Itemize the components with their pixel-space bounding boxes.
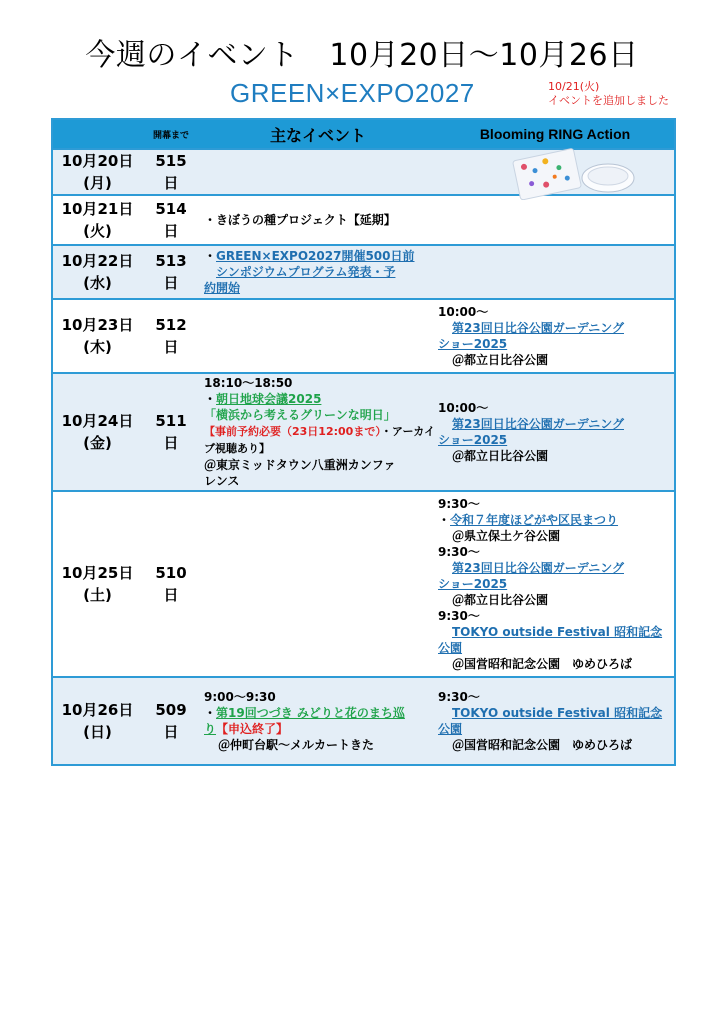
row-days-left: 512 日 (142, 299, 200, 373)
asahi-forum-subtitle: 「横浜から考えるグリーンな明日」 (204, 408, 396, 422)
header-date (52, 119, 142, 149)
row-main-event (200, 491, 436, 677)
row-main-event (200, 299, 436, 373)
hibiya-garden-link[interactable]: 第23回日比谷公園ガーデニング (452, 417, 624, 431)
table-row (52, 677, 675, 765)
weekly-event-table (51, 118, 676, 766)
symposium-link[interactable]: GREEN×EXPO2027開催500日前 (216, 249, 415, 263)
row-date: 10月25日 (土) (52, 491, 142, 677)
reservation-note: 【事前予約必要（23日12:00まで） (204, 425, 381, 438)
table-row (52, 491, 675, 677)
hibiya-garden-link-cont[interactable]: ショー2025 (438, 433, 508, 447)
row-date: 10月22日 (水) (52, 245, 142, 299)
hibiya-garden-link-cont[interactable]: ショー2025 (438, 577, 508, 591)
row-ring-event: 9:30～ ・令和７年度ほどがや区民まつり ＠県立保土ケ谷公園 9:30～ 第23回日比谷公園ガーデニング ショー2025 ＠都立日比谷公園 9:30～ TOKYO outside Festival 昭和記念 公園 ＠国営昭和記念公園 ゆめひろば (436, 491, 675, 677)
tokyo-outside-festival-link-cont[interactable]: 公園 (438, 722, 463, 736)
row-days-left: 509 日 (142, 677, 200, 765)
row-ring-event: 10:00～ 第23回日比谷公園ガーデニング ショー2025 ＠都立日比谷公園 (436, 373, 675, 491)
row-main-event (200, 195, 436, 245)
table-row (52, 299, 675, 373)
hibiya-garden-link[interactable]: 第23回日比谷公園ガーデニング (452, 321, 624, 335)
kibou-seed-event: ・きぼうの種プロジェクト【延期】 (204, 213, 396, 227)
notice-text: イベントを追加しました (548, 94, 669, 107)
update-notice (548, 80, 669, 108)
symposium-link-cont2[interactable]: 約開始 (204, 281, 241, 295)
expo-subtitle: GREEN×EXPO2027 (230, 78, 475, 108)
tokyo-outside-festival-link[interactable]: TOKYO outside Festival 昭和記念 (452, 625, 663, 639)
row-ring-event: 9:30～ TOKYO outside Festival 昭和記念 公園 ＠国営昭和記念公園 ゆめひろば (436, 677, 675, 765)
row-date: 10月20日 (月) (52, 149, 142, 195)
hibiya-garden-link-cont[interactable]: ショー2025 (438, 337, 508, 351)
row-main-event: 9:00～9:30 ・第19回つづき みどりと花のまち巡 り【申込終了】 ＠仲町台駅～メルカートきた (200, 677, 436, 765)
row-days-left: 513 日 (142, 245, 200, 299)
row-main-event: 18:10～18:50 ・朝日地球会議2025 「横浜から考えるグリーンな明日」 【事前予約必要（23日12:00まで）・アーカイブ視聴あり】 ＠東京ミッドタウン八重洲カンファ レンス (200, 373, 436, 491)
table-row (52, 195, 675, 245)
hibiya-garden-link[interactable]: 第23回日比谷公園ガーデニング (452, 561, 624, 575)
notice-date: 10/21(火) (548, 80, 600, 93)
page-title: 今週のイベント 10月20日～10月26日 (85, 38, 639, 73)
table-header-row (52, 119, 675, 149)
row-main-event: ・GREEN×EXPO2027開催500日前 シンポジウムプログラム発表・予 約開始 (200, 245, 436, 299)
row-days-left: 511 日 (142, 373, 200, 491)
tokyo-outside-festival-link-cont[interactable]: 公園 (438, 641, 463, 655)
tsuzuki-flower-walk-link-cont[interactable]: り (204, 722, 217, 736)
row-days-left: 514 日 (142, 195, 200, 245)
application-closed: 【申込終了】 (216, 722, 289, 736)
row-ring-event (436, 245, 675, 299)
seed-packet-image (508, 148, 638, 200)
symposium-link-cont[interactable]: シンポジウムプログラム発表・予 (216, 265, 396, 279)
row-date: 10月26日 (日) (52, 677, 142, 765)
row-date: 10月24日 (金) (52, 373, 142, 491)
header-until-opening: 開幕まで (142, 119, 200, 149)
asahi-forum-link[interactable]: 朝日地球会議2025 (216, 392, 322, 406)
row-date: 10月21日 (火) (52, 195, 142, 245)
header-blooming-ring: Blooming RING Action (436, 119, 675, 149)
row-main-event (200, 149, 436, 195)
header-main-events: 主なイベント (200, 119, 436, 149)
row-days-left: 510 日 (142, 491, 200, 677)
table-row (52, 373, 675, 491)
table-row (52, 245, 675, 299)
tsuzuki-flower-walk-link[interactable]: 第19回つづき みどりと花のまち巡 (216, 706, 405, 720)
tokyo-outside-festival-link[interactable]: TOKYO outside Festival 昭和記念 (452, 706, 663, 720)
row-ring-event: 10:00～ 第23回日比谷公園ガーデニング ショー2025 ＠都立日比谷公園 (436, 299, 675, 373)
hodogaya-festival-link[interactable]: 令和７年度ほどがや区民まつり (450, 513, 619, 527)
row-days-left: 515 日 (142, 149, 200, 195)
row-ring-event (436, 195, 675, 245)
row-date: 10月23日 (木) (52, 299, 142, 373)
